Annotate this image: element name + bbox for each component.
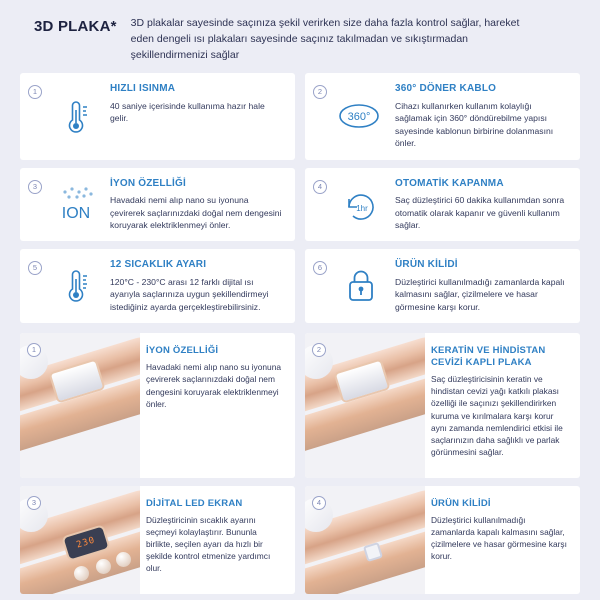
feature-text: 40 saniye içerisinde kullanıma hazır hale gelir. <box>110 100 265 124</box>
photo-card-text: Saç düzleştiricisinin keratin ve hindistan cevizi yağı katkılı plakası özelliği ile saçınızı şekillendirirken kuruma ve kırılmalara karşı korur aynı zamanda nemlendirici etkisi ile saçlarınızın daha sağlıklı ve parlak görünmesini sağlar. <box>431 374 563 458</box>
padlock-icon <box>335 259 387 313</box>
photo-card-number: 2 <box>312 343 326 357</box>
header-description: 3D plakalar sayesinde saçınıza şekil verirken size daha fazla kontrol sağlar, hareket eden dengeli ısı plakaları sayesinde saçınız takılmadan ve sıkıştırmadan şekillendirmenizi sağlar <box>130 17 520 61</box>
feature-title: 360° DÖNER KABLO <box>395 83 497 95</box>
feature-text: Saç düzleştirici 60 dakika kullanımdan sonra otomatik olarak kapanır ve güvenli kullanım sağlar. <box>395 195 565 230</box>
feature-grid <box>14 73 586 323</box>
photo-card-grid <box>14 323 586 594</box>
header <box>14 14 586 73</box>
feature-text: 120°C - 230°C arası 12 farklı dijital ısı ayarıyla saçlarınıza uygun şekillendirmeyi istediğiniz ayarda gerçekleştirebilirsiniz. <box>110 276 269 312</box>
feature-number: 5 <box>28 261 42 275</box>
photo-card-number: 3 <box>27 496 41 510</box>
photo-card-text: Havadaki nemi alıp nano su iyonuna çevirerek saçlarınızdaki doğal nem dengesini koruyarak elektriklenmeyi önler. <box>146 362 282 409</box>
feature-card <box>305 249 580 323</box>
clock-1hr-icon <box>335 178 387 232</box>
feature-title: ÜRÜN KİLİDİ <box>395 259 458 271</box>
feature-number: 6 <box>313 261 327 275</box>
photo-card <box>20 333 295 477</box>
feature-text: Cihazı kullanırken kullanım kolaylığı sağlamak için 360° döndürebilme yapısı sayesinde kablonun birbirine dolanmasını önler. <box>395 100 554 149</box>
feature-card <box>20 249 295 323</box>
thermometer-icon <box>50 259 102 313</box>
feature-number: 1 <box>28 85 42 99</box>
feature-text: Düzleştirici kullanılmadığı zamanlarda kapalı kalmasını sağlar, çizilmelere ve hasar görmesine karşı korur. <box>395 276 565 312</box>
photo-card <box>305 486 580 594</box>
feature-number: 3 <box>28 180 42 194</box>
feature-card <box>20 168 295 242</box>
photo-card <box>20 486 295 594</box>
feature-card <box>305 73 580 159</box>
feature-card <box>20 73 295 159</box>
feature-title: HIZLI ISINMA <box>110 83 176 95</box>
feature-title: İYON ÖZELLİĞİ <box>110 177 186 189</box>
svg-text:1hr: 1hr <box>356 204 368 214</box>
svg-text:360°: 360° <box>347 111 371 124</box>
photo-card-text: Düzleştirici kullanılmadığı zamanlarda kapalı kalmasını sağlar, çizilmelere ve hasar görmesine karşı korur. <box>431 514 567 562</box>
photo-card-text: Düzleştiricinin sıcaklık ayarını seçmeyi kolaylaştırır. Bununla birlikte, seçilen ayarı da hızlı bir şekilde kontrol etmenize yardımcı olur. <box>146 514 271 574</box>
photo-card <box>305 333 580 477</box>
photo-card-title: ÜRÜN KİLİDİ <box>431 497 491 509</box>
led-display-value: 230 <box>75 535 97 551</box>
ion-icon <box>50 178 102 232</box>
photo-card-title: KERATİN VE HİNDİSTAN CEVİZİ KAPLI PLAKA <box>431 345 546 369</box>
page-title: 3D PLAKA* <box>34 18 117 35</box>
cable-360-icon <box>335 83 387 149</box>
photo-card-number: 1 <box>27 343 41 357</box>
feature-text: Havadaki nemi alıp nano su iyonuna çevirerek saçlarınızdaki doğal nem dengesini koruyarak elektriklenmeyi önler. <box>110 195 282 230</box>
feature-title: OTOMATİK KAPANMA <box>395 177 504 189</box>
feature-number: 4 <box>313 180 327 194</box>
thermometer-icon <box>50 83 102 149</box>
svg-text:ION: ION <box>61 205 91 223</box>
photo-card-number: 4 <box>312 496 326 510</box>
feature-card <box>305 168 580 242</box>
feature-title: 12 SICAKLIK AYARI <box>110 259 207 271</box>
photo-card-title: İYON ÖZELLİĞİ <box>146 345 219 357</box>
photo-card-title: DİJİTAL LED EKRAN <box>146 497 243 509</box>
feature-number: 2 <box>313 85 327 99</box>
